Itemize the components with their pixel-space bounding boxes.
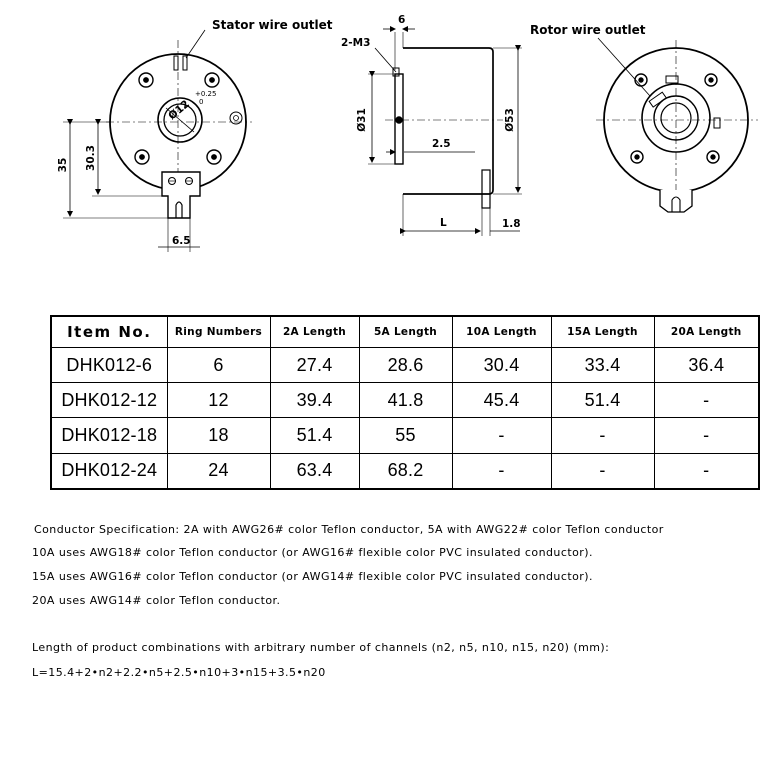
bore-diameter: Ø12 xyxy=(166,97,192,123)
front-view xyxy=(63,30,252,252)
dim-6-5: 6.5 xyxy=(172,235,191,247)
conductor-spec-line-3: 15A uses AWG16# color Teflon conductor (or AWG14# flexible color PVC insulated conductor). xyxy=(32,570,593,583)
stator-wire-outlet-label: Stator wire outlet xyxy=(212,18,333,32)
cell-10a-length: - xyxy=(452,418,551,453)
stator-tab xyxy=(162,172,200,218)
cell-item-no: DHK012-24 xyxy=(51,453,167,489)
cell-item-no: DHK012-12 xyxy=(51,383,167,418)
length-formula-intro: Length of product combinations with arbitrary number of channels (n2, n5, n10, n15, n20) (mm): xyxy=(32,641,610,654)
side-body xyxy=(403,48,493,194)
dim-6: 6 xyxy=(398,14,406,26)
cell-2a-length: 27.4 xyxy=(270,348,359,383)
bore-tolerance-lower: 0 xyxy=(199,98,204,106)
cell-15a-length: - xyxy=(551,453,654,489)
cell-item-no: DHK012-6 xyxy=(51,348,167,383)
cell-5a-length: 28.6 xyxy=(359,348,452,383)
cell-20a-length: - xyxy=(654,383,759,418)
cell-ring-numbers: 12 xyxy=(167,383,270,418)
back-view xyxy=(596,38,758,212)
table-header-row xyxy=(51,316,759,348)
header-5a-length: 5A Length xyxy=(359,316,452,348)
cell-ring-numbers: 24 xyxy=(167,453,270,489)
header-ring-numbers: Ring Numbers xyxy=(167,316,270,348)
cell-20a-length: - xyxy=(654,453,759,489)
cell-ring-numbers: 18 xyxy=(167,418,270,453)
cell-15a-length: 51.4 xyxy=(551,383,654,418)
cell-item-no: DHK012-18 xyxy=(51,418,167,453)
dim-1-8: 1.8 xyxy=(502,218,521,230)
back-screw-holes xyxy=(631,74,719,163)
rotor-wire-outlet-label: Rotor wire outlet xyxy=(530,23,646,37)
header-2a-length: 2A Length xyxy=(270,316,359,348)
side-view xyxy=(368,29,522,236)
dim-2-5: 2.5 xyxy=(432,138,451,150)
bore-tolerance-upper: +0.25 xyxy=(195,90,217,98)
conductor-spec-line-1: Conductor Specification: 2A with AWG26# color Teflon conductor, 5A with AWG22# color Teflon conductor xyxy=(34,523,664,536)
cell-5a-length: 41.8 xyxy=(359,383,452,418)
dim-diameter-31: Ø31 xyxy=(356,108,368,132)
cell-10a-length: - xyxy=(452,453,551,489)
cell-ring-numbers: 6 xyxy=(167,348,270,383)
spec-table xyxy=(50,315,760,490)
cell-2a-length: 63.4 xyxy=(270,453,359,489)
thread-2-m3: 2-M3 xyxy=(341,37,371,49)
cell-15a-length: 33.4 xyxy=(551,348,654,383)
header-10a-length: 10A Length xyxy=(452,316,551,348)
cell-5a-length: 55 xyxy=(359,418,452,453)
header-item-no: Item No. xyxy=(51,316,167,348)
conductor-spec-line-4: 20A uses AWG14# color Teflon conductor. xyxy=(32,594,281,607)
cell-2a-length: 39.4 xyxy=(270,383,359,418)
table-row xyxy=(51,418,759,453)
cell-20a-length: - xyxy=(654,418,759,453)
cell-5a-length: 68.2 xyxy=(359,453,452,489)
table-row xyxy=(51,383,759,418)
conductor-spec-line-2: 10A uses AWG18# color Teflon conductor (or AWG16# flexible color PVC insulated conductor). xyxy=(32,546,593,559)
technical-drawing xyxy=(0,0,774,300)
header-15a-length: 15A Length xyxy=(551,316,654,348)
dim-30-3: 30.3 xyxy=(85,145,97,171)
cell-2a-length: 51.4 xyxy=(270,418,359,453)
cell-10a-length: 30.4 xyxy=(452,348,551,383)
cell-15a-length: - xyxy=(551,418,654,453)
header-20a-length: 20A Length xyxy=(654,316,759,348)
cell-20a-length: 36.4 xyxy=(654,348,759,383)
dim-35: 35 xyxy=(57,157,69,173)
cell-10a-length: 45.4 xyxy=(452,383,551,418)
table-row xyxy=(51,348,759,383)
table-row xyxy=(51,453,759,489)
length-formula: L=15.4+2•n2+2.2•n5+2.5•n10+3•n15+3.5•n20 xyxy=(32,666,326,679)
dim-L: L xyxy=(440,217,447,229)
dim-diameter-53: Ø53 xyxy=(504,108,516,132)
